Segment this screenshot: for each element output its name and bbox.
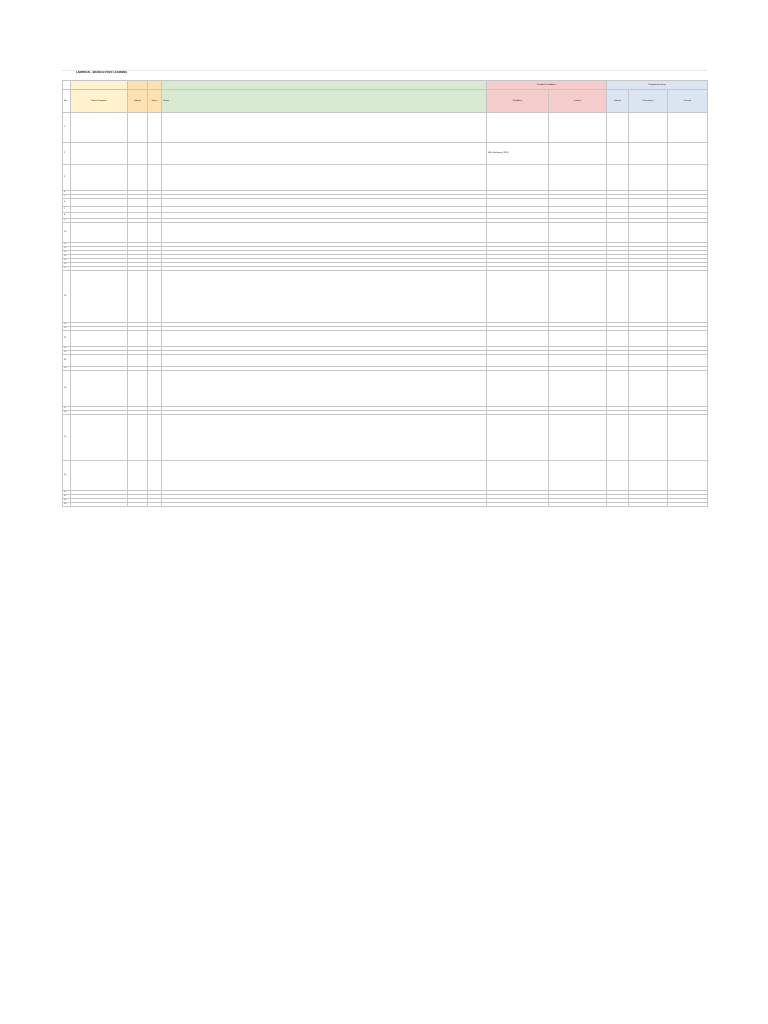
cell-no: 14 bbox=[63, 255, 71, 259]
table-row bbox=[63, 503, 708, 507]
cell-no: 30 bbox=[63, 461, 71, 491]
cell-status bbox=[148, 223, 162, 243]
cell-job bbox=[607, 503, 629, 507]
cell-no: 23 bbox=[63, 351, 71, 355]
cell-position bbox=[128, 503, 148, 507]
cell-no: 9 bbox=[63, 219, 71, 223]
table-row bbox=[63, 371, 708, 407]
cell-company bbox=[629, 113, 668, 143]
cell-position bbox=[128, 371, 148, 407]
cell-description bbox=[162, 271, 487, 323]
cell-name bbox=[71, 415, 128, 461]
cell-company bbox=[629, 331, 668, 347]
cell-institution bbox=[549, 199, 607, 207]
cell-institution bbox=[549, 165, 607, 191]
cell-status bbox=[148, 113, 162, 143]
cell-description bbox=[162, 113, 487, 143]
cell-status bbox=[148, 271, 162, 323]
cell-company bbox=[629, 271, 668, 323]
cell-job bbox=[607, 461, 629, 491]
group-empty-cell bbox=[128, 81, 148, 90]
cell-no: 5 bbox=[63, 195, 71, 199]
cell-description bbox=[162, 223, 487, 243]
cell-institution bbox=[549, 461, 607, 491]
cell-description bbox=[162, 331, 487, 347]
col-header-position: Jabatan bbox=[128, 90, 148, 113]
cell-no: 20 bbox=[63, 327, 71, 331]
cell-position bbox=[128, 143, 148, 165]
cell-status bbox=[148, 503, 162, 507]
cell-no: 24 bbox=[63, 355, 71, 367]
cell-no: 11 bbox=[63, 243, 71, 247]
cell-institution bbox=[549, 355, 607, 367]
cell-no: 12 bbox=[63, 247, 71, 251]
cell-no: 15 bbox=[63, 259, 71, 263]
cell-company bbox=[629, 503, 668, 507]
cell-no: 8 bbox=[63, 213, 71, 219]
cell-company bbox=[629, 223, 668, 243]
sheet-border bbox=[62, 70, 707, 71]
table-row bbox=[63, 415, 708, 461]
cell-no: 3 bbox=[63, 165, 71, 191]
cell-period bbox=[668, 331, 708, 347]
cell-no: 4 bbox=[63, 191, 71, 195]
cell-period bbox=[668, 223, 708, 243]
cell-name bbox=[71, 165, 128, 191]
cell-institution bbox=[549, 503, 607, 507]
cell-job bbox=[607, 331, 629, 347]
cell-no: 19 bbox=[63, 323, 71, 327]
col-header-name: Nama Karyawan bbox=[71, 90, 128, 113]
cell-job bbox=[607, 223, 629, 243]
cell-qualification bbox=[487, 113, 549, 143]
cell-no: 13 bbox=[63, 251, 71, 255]
cell-status bbox=[148, 165, 162, 191]
cell-name bbox=[71, 371, 128, 407]
cell-institution bbox=[549, 331, 607, 347]
cell-no: 32 bbox=[63, 495, 71, 499]
cell-qualification bbox=[487, 415, 549, 461]
cell-description bbox=[162, 461, 487, 491]
table-row bbox=[63, 355, 708, 367]
cell-status bbox=[148, 331, 162, 347]
cell-job bbox=[607, 271, 629, 323]
table-row bbox=[63, 461, 708, 491]
cell-description bbox=[162, 143, 487, 165]
cell-name bbox=[71, 271, 128, 323]
cell-period bbox=[668, 143, 708, 165]
cell-period bbox=[668, 113, 708, 143]
cell-institution bbox=[549, 415, 607, 461]
cell-company bbox=[629, 371, 668, 407]
cell-company bbox=[629, 415, 668, 461]
col-header-period: Periode bbox=[668, 90, 708, 113]
cell-position bbox=[128, 271, 148, 323]
cell-no: 2 bbox=[63, 143, 71, 165]
cell-institution bbox=[549, 143, 607, 165]
cell-status bbox=[148, 461, 162, 491]
cell-institution bbox=[549, 371, 607, 407]
cell-period bbox=[668, 371, 708, 407]
cell-description bbox=[162, 355, 487, 367]
group-empty-cell bbox=[71, 81, 128, 90]
cell-status bbox=[148, 371, 162, 407]
cell-qualification bbox=[487, 503, 549, 507]
cell-qualification bbox=[487, 331, 549, 347]
cell-company bbox=[629, 143, 668, 165]
cell-job bbox=[607, 113, 629, 143]
cell-name bbox=[71, 113, 128, 143]
table-row bbox=[63, 143, 708, 165]
cell-qualification bbox=[487, 199, 549, 207]
cell-company bbox=[629, 461, 668, 491]
cell-no: 16 bbox=[63, 263, 71, 267]
cell-status bbox=[148, 143, 162, 165]
cell-status bbox=[148, 199, 162, 207]
cell-position bbox=[128, 355, 148, 367]
col-header-status: Status bbox=[148, 90, 162, 113]
cell-no: 28 bbox=[63, 411, 71, 415]
table-row bbox=[63, 199, 708, 207]
cell-qualification bbox=[487, 355, 549, 367]
cell-position bbox=[128, 199, 148, 207]
cell-name bbox=[71, 461, 128, 491]
cell-no: 10 bbox=[63, 223, 71, 243]
cell-no: 34 bbox=[63, 503, 71, 507]
cell-institution bbox=[549, 223, 607, 243]
cell-qualification bbox=[487, 165, 549, 191]
cell-no: 1 bbox=[63, 113, 71, 143]
col-header-company: Perusahaan bbox=[629, 90, 668, 113]
cell-position bbox=[128, 223, 148, 243]
col-header-qualification: Kualifikasi bbox=[487, 90, 549, 113]
cell-job bbox=[607, 143, 629, 165]
cell-position bbox=[128, 113, 148, 143]
cell-job bbox=[607, 355, 629, 367]
cell-company bbox=[629, 199, 668, 207]
cell-company bbox=[629, 165, 668, 191]
document-title: LAMPIRAN – BRANCH STAFF LEARNING bbox=[76, 71, 127, 74]
cell-period bbox=[668, 415, 708, 461]
col-header-institution: Institusi bbox=[549, 90, 607, 113]
cell-name bbox=[71, 355, 128, 367]
cell-no: 6 bbox=[63, 199, 71, 207]
cell-institution bbox=[549, 113, 607, 143]
table-row bbox=[63, 165, 708, 191]
col-header-no: No. bbox=[63, 90, 71, 113]
cell-job bbox=[607, 165, 629, 191]
group-header-row bbox=[63, 81, 708, 90]
cell-job bbox=[607, 371, 629, 407]
cell-name bbox=[71, 223, 128, 243]
cell-no: 22 bbox=[63, 347, 71, 351]
cell-qualification bbox=[487, 271, 549, 323]
cell-description bbox=[162, 415, 487, 461]
cell-qualification bbox=[487, 371, 549, 407]
cell-no: 31 bbox=[63, 491, 71, 495]
table-row bbox=[63, 223, 708, 243]
cell-no: 21 bbox=[63, 331, 71, 347]
staff-table bbox=[62, 80, 708, 507]
cell-no: 27 bbox=[63, 407, 71, 411]
cell-no: 17 bbox=[63, 267, 71, 271]
cell-qualification: MSc Marketing (UPM) bbox=[487, 143, 549, 165]
cell-position bbox=[128, 415, 148, 461]
group-work-header: Pengalaman Kerja bbox=[607, 81, 708, 90]
cell-period bbox=[668, 165, 708, 191]
cell-description bbox=[162, 165, 487, 191]
cell-no: 18 bbox=[63, 271, 71, 323]
cell-period bbox=[668, 199, 708, 207]
cell-period bbox=[668, 461, 708, 491]
cell-no: 29 bbox=[63, 415, 71, 461]
cell-name bbox=[71, 331, 128, 347]
cell-position bbox=[128, 461, 148, 491]
cell-position bbox=[128, 331, 148, 347]
cell-no: 25 bbox=[63, 367, 71, 371]
cell-period bbox=[668, 503, 708, 507]
cell-period bbox=[668, 355, 708, 367]
cell-company bbox=[629, 355, 668, 367]
group-left-header bbox=[162, 81, 487, 90]
group-academic-header: Fasilitasi Pendidikan bbox=[487, 81, 607, 90]
group-empty-cell bbox=[148, 81, 162, 90]
cell-status bbox=[148, 415, 162, 461]
col-header-job: Jabatan bbox=[607, 90, 629, 113]
group-empty-cell bbox=[63, 81, 71, 90]
cell-description bbox=[162, 503, 487, 507]
cell-position bbox=[128, 165, 148, 191]
cell-job bbox=[607, 199, 629, 207]
table-row bbox=[63, 113, 708, 143]
cell-no: 7 bbox=[63, 207, 71, 213]
cell-name bbox=[71, 143, 128, 165]
cell-description bbox=[162, 199, 487, 207]
table-row bbox=[63, 271, 708, 323]
cell-qualification bbox=[487, 461, 549, 491]
cell-name bbox=[71, 199, 128, 207]
cell-institution bbox=[549, 271, 607, 323]
cell-no: 26 bbox=[63, 371, 71, 407]
col-header-description: Uraian bbox=[162, 90, 487, 113]
cell-qualification bbox=[487, 223, 549, 243]
cell-period bbox=[668, 271, 708, 323]
cell-status bbox=[148, 355, 162, 367]
cell-description bbox=[162, 371, 487, 407]
table-row bbox=[63, 331, 708, 347]
cell-no: 33 bbox=[63, 499, 71, 503]
column-header-row bbox=[63, 90, 708, 113]
cell-name bbox=[71, 503, 128, 507]
cell-job bbox=[607, 415, 629, 461]
